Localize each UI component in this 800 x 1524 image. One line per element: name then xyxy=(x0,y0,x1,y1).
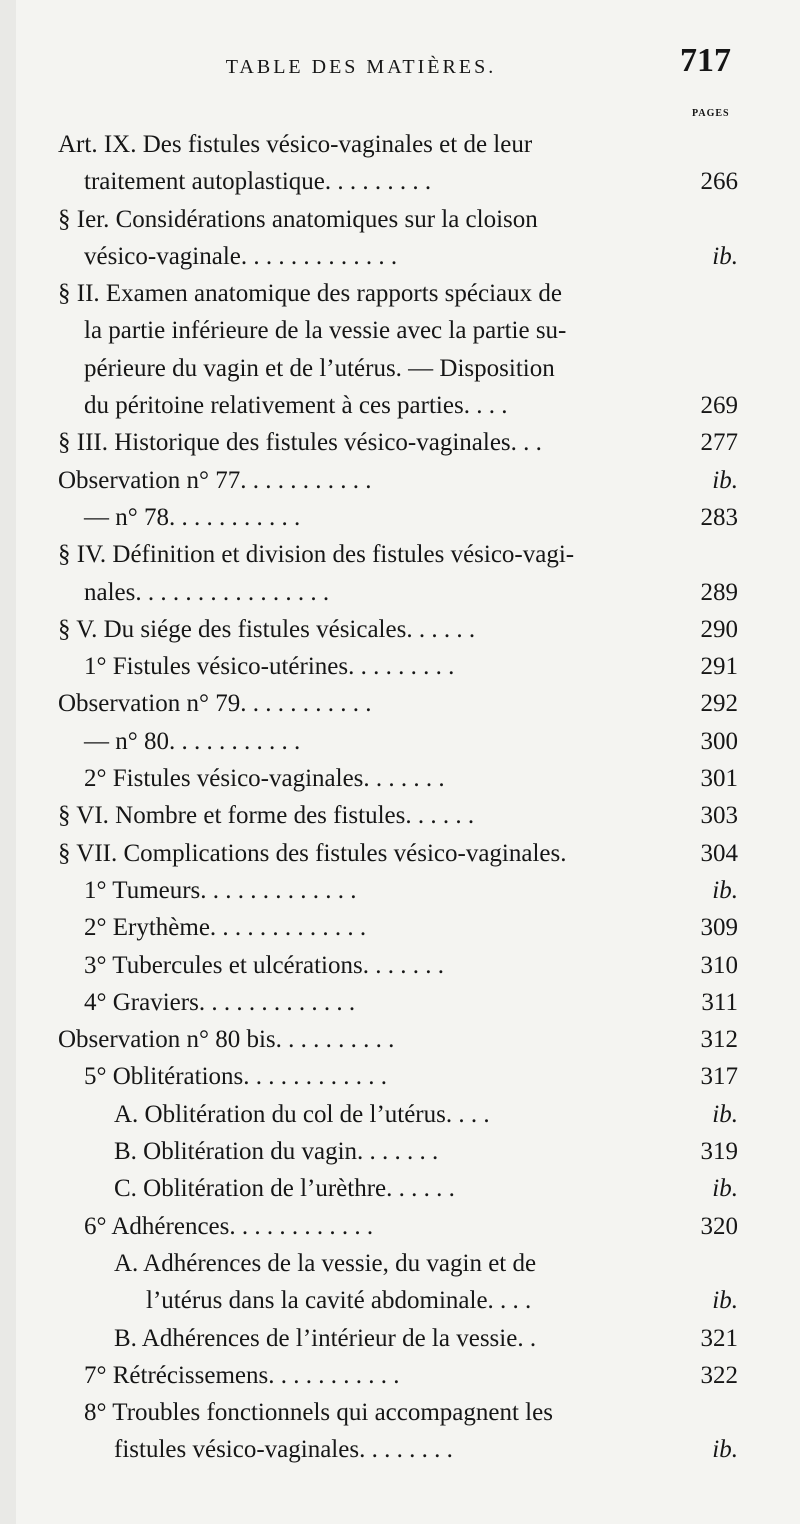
toc-entry xyxy=(16,275,800,312)
toc-entry-text: 4° Graviers. . . . . . . . . . . . . xyxy=(84,988,356,1016)
page-number: 717 xyxy=(680,42,731,79)
toc-entry-text: — n° 78. . . . . . . . . . . xyxy=(84,503,301,531)
toc-entry-text: 8° Troubles fonctionnels qui accompagnent les xyxy=(84,1399,553,1427)
toc-entry-page: 304 xyxy=(700,839,738,867)
toc-entry-text: 7° Rétrécissemens. . . . . . . . . . . xyxy=(84,1361,400,1389)
toc-entry xyxy=(16,1096,800,1133)
toc-entry-page: ib. xyxy=(712,1436,738,1464)
toc-entry-page: 269 xyxy=(700,392,738,420)
toc-entry-text: — n° 80. . . . . . . . . . . xyxy=(84,727,301,755)
toc-entry-text: 5° Oblitérations. . . . . . . . . . . . xyxy=(84,1063,388,1091)
toc-entry-page: 309 xyxy=(700,914,738,942)
toc-entry-text: 1° Tumeurs. . . . . . . . . . . . . xyxy=(84,876,357,904)
running-header-title: TABLE DES MATIÈRES. xyxy=(225,56,497,78)
toc-entry-text: § IV. Définition et division des fistules vésico-vagi- xyxy=(58,541,575,569)
toc-entry-page: 277 xyxy=(700,429,738,457)
toc-entry-text: § V. Du siége des fistules vésicales. . . . . . xyxy=(58,615,476,643)
toc-entry xyxy=(16,1431,800,1468)
toc-entry xyxy=(16,499,800,536)
toc-entry xyxy=(16,1357,800,1394)
toc-entry xyxy=(16,1058,800,1095)
toc-entry-text: 6° Adhérences. . . . . . . . . . . . xyxy=(84,1212,374,1240)
toc-entry xyxy=(16,648,800,685)
toc-entry-page: 320 xyxy=(700,1212,738,1240)
toc-entry-page: 310 xyxy=(700,951,738,979)
toc-entry xyxy=(16,1208,800,1245)
toc-entry xyxy=(16,835,800,872)
toc-entry xyxy=(16,1170,800,1207)
toc-entry xyxy=(16,1282,800,1319)
pages-column-label: PAGES xyxy=(692,108,730,119)
table-of-contents xyxy=(16,126,800,1469)
toc-entry xyxy=(16,1394,800,1431)
toc-entry-text: B. Adhérences de l’intérieur de la vessie. . xyxy=(114,1324,537,1352)
toc-entry-page: ib. xyxy=(712,1287,738,1315)
toc-entry-page: 303 xyxy=(700,802,738,830)
toc-entry xyxy=(16,350,800,387)
toc-entry xyxy=(16,611,800,648)
toc-entry xyxy=(16,760,800,797)
toc-entry-text: fistules vésico-vaginales. . . . . . . . xyxy=(114,1436,453,1464)
toc-entry-page: ib. xyxy=(712,1100,738,1128)
toc-entry-text: 1° Fistules vésico-utérines. . . . . . . . . xyxy=(84,653,455,681)
toc-entry-text: A. Oblitération du col de l’utérus. . . . xyxy=(114,1100,490,1128)
toc-entry-page: 321 xyxy=(700,1324,738,1352)
toc-entry-text: § VI. Nombre et forme des fistules. . . . . . xyxy=(58,802,475,830)
toc-entry-page: ib. xyxy=(712,876,738,904)
toc-entry-text: C. Oblitération de l’urèthre. . . . . . xyxy=(114,1175,455,1203)
toc-entry xyxy=(16,1021,800,1058)
toc-entry xyxy=(16,387,800,424)
toc-entry-page: 289 xyxy=(700,578,738,606)
toc-entry xyxy=(16,462,800,499)
toc-entry xyxy=(16,126,800,163)
toc-entry-text: § VII. Complications des fistules vésico-vaginales. xyxy=(58,839,567,867)
toc-entry xyxy=(16,872,800,909)
toc-entry xyxy=(16,1133,800,1170)
toc-entry-page: ib. xyxy=(712,242,738,270)
toc-entry-text: § III. Historique des fistules vésico-vaginales. . . xyxy=(58,429,542,457)
toc-entry-page: 266 xyxy=(700,168,738,196)
toc-entry-page: 292 xyxy=(700,690,738,718)
toc-entry-page: 300 xyxy=(700,727,738,755)
toc-entry xyxy=(16,201,800,238)
toc-entry-page: 301 xyxy=(700,765,738,793)
toc-entry-page: 283 xyxy=(700,503,738,531)
toc-entry-text: vésico-vaginale. . . . . . . . . . . . . xyxy=(84,242,398,270)
toc-entry-text: périeure du vagin et de l’utérus. — Disposition xyxy=(84,354,555,382)
toc-entry-page: 312 xyxy=(700,1026,738,1054)
toc-entry xyxy=(16,536,800,573)
toc-entry-text: Art. IX. Des fistules vésico-vaginales et de leur xyxy=(58,131,533,158)
toc-entry-text: § Ier. Considérations anatomiques sur la cloison xyxy=(58,205,538,233)
toc-entry-page: 319 xyxy=(700,1138,738,1166)
toc-entry-page: 317 xyxy=(700,1063,738,1091)
toc-entry-text: Observation n° 77. . . . . . . . . . . xyxy=(58,466,372,494)
toc-entry xyxy=(16,947,800,984)
toc-entry xyxy=(16,909,800,946)
toc-entry xyxy=(16,797,800,834)
toc-entry-text: nales. . . . . . . . . . . . . . . . xyxy=(84,578,330,606)
toc-entry-text: 2° Erythème. . . . . . . . . . . . . xyxy=(84,914,367,942)
toc-entry-page: 311 xyxy=(701,988,738,1016)
toc-entry-text: 3° Tubercules et ulcérations. . . . . . . xyxy=(84,951,444,979)
toc-entry-page: ib. xyxy=(712,1175,738,1203)
toc-entry-text: B. Oblitération du vagin. . . . . . . xyxy=(114,1138,439,1166)
toc-entry xyxy=(16,312,800,349)
toc-entry-text: Observation n° 80 bis. . . . . . . . . . xyxy=(58,1026,395,1054)
toc-entry-text: l’utérus dans la cavité abdominale. . . . xyxy=(146,1287,532,1315)
toc-entry-page: 290 xyxy=(700,615,738,643)
toc-entry-page: 291 xyxy=(700,653,738,681)
toc-entry xyxy=(16,723,800,760)
toc-entry-text: A. Adhérences de la vessie, du vagin et de xyxy=(114,1249,537,1277)
toc-entry xyxy=(16,424,800,461)
toc-entry xyxy=(16,1245,800,1282)
toc-entry-text: § II. Examen anatomique des rapports spéciaux de xyxy=(58,280,562,308)
book-page xyxy=(16,0,800,1524)
toc-entry-text: 2° Fistules vésico-vaginales. . . . . . . xyxy=(84,765,445,793)
toc-entry-text: la partie inférieure de la vessie avec la partie su- xyxy=(84,317,567,345)
toc-entry xyxy=(16,163,800,200)
toc-entry-text: du péritoine relativement à ces parties. . . . xyxy=(84,392,508,420)
toc-entry-page: 322 xyxy=(700,1361,738,1389)
toc-entry-page: ib. xyxy=(712,466,738,494)
toc-entry-text: Observation n° 79. . . . . . . . . . . xyxy=(58,690,372,718)
toc-entry xyxy=(16,685,800,722)
toc-entry xyxy=(16,1320,800,1357)
toc-entry-text: traitement autoplastique. . . . . . . . . xyxy=(84,168,432,196)
toc-entry xyxy=(16,984,800,1021)
toc-entry xyxy=(16,238,800,275)
toc-entry xyxy=(16,574,800,611)
